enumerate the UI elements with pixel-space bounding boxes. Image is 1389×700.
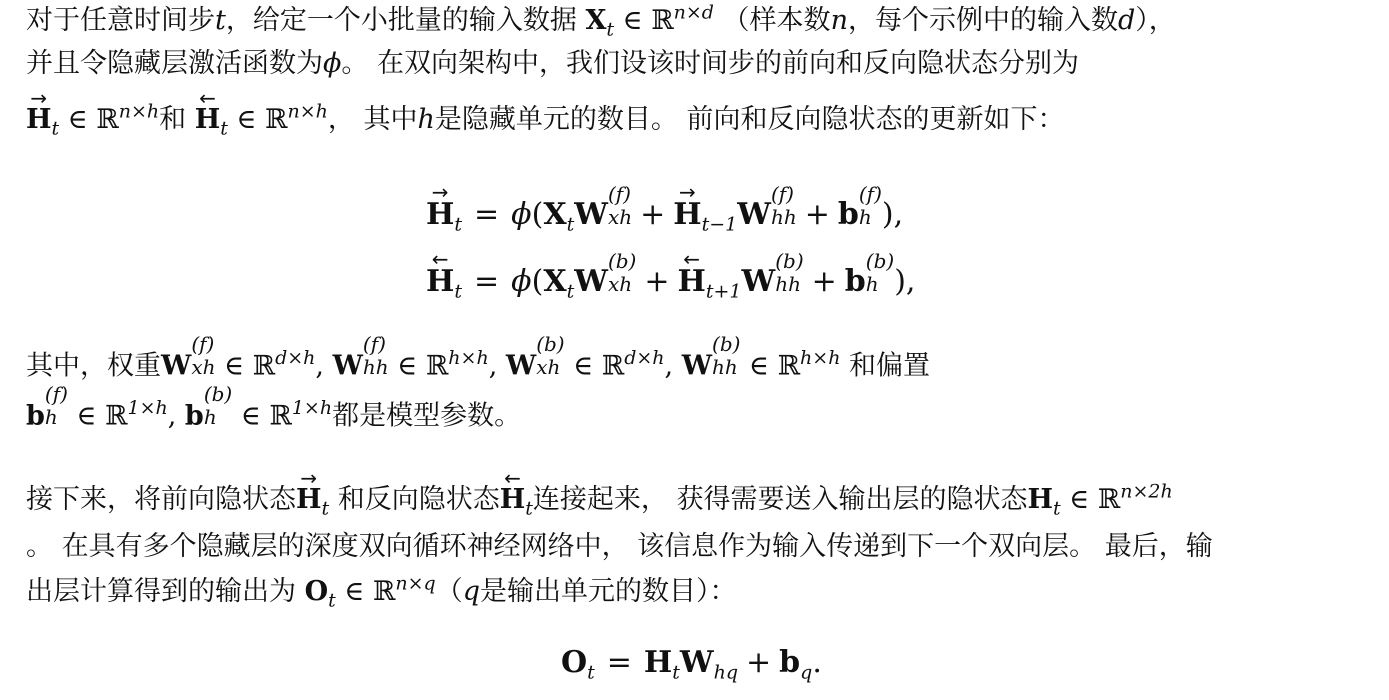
para3-text: （ [435,576,463,607]
para2-text: 都是模型参数。 [332,400,522,432]
para1-text: 是隐藏单元的数目。 前向和反向隐状态的更新如下： [434,104,1065,135]
math-n: n [830,5,848,36]
para3-line1: 接下来，将前向隐状态 → $H_t$ 和反向隐状态 ← $H_t$连接起来， 获得需要送入输出层的隐状态$H_t$ ∈ ℝ$^{n\times 2h}$ [26,466,1173,520]
math-in-R: ∈ ℝ [614,5,674,36]
para3-text: 接下来，将前向隐状态 [26,484,296,515]
para3-line3: 出层计算得到的输出为 $O_t$ ∈ ℝ$^{n\times q}$（q是输出单元的数目）： [26,572,737,612]
math-sup: n×d [673,1,714,24]
equation-forward: → $H_t = \phi(X_tW$ (f) xh + → $H_{t-1}W$ (f) hh + b (f) h ), [426,180,904,236]
para1-line1 [26,1,1176,41]
math-in-R: ∈ ℝ [59,104,119,135]
para1-line3: → $H_t$ ∈ ℝ$^{n\times h}$和 ← $H_t$ ∈ ℝ$^{n\times h}$， 其中h是隐藏单元的数目。 前向和反向隐状态的更新如下： [26,86,1065,140]
para1-text: 和 [159,104,195,135]
equation-output: $O_t = H_tW_{hq} + b_q$. [561,645,822,684]
para3-text: 连接起来， 获得需要送入输出层的隐状态 [532,484,1028,515]
para1-text: ）， [1135,5,1176,36]
para2-text: 和偏置 [840,350,931,382]
para3-text: 和反向隐状态 [329,484,500,515]
para1-text: （样本数 [713,5,831,36]
math-H-backward: ← H [194,86,221,135]
para2-text: 其中，权重 [26,350,161,382]
para1-text: ， 其中 [327,104,418,135]
para1-text: ，给定一个小批量的输入数据 [225,5,586,36]
math-sup: n×h [287,100,328,123]
math-sup: n×h [118,100,160,123]
para3-text: 出层计算得到的输出为 [26,576,305,607]
para1-text: ，每个示例中的输入数 [847,5,1118,36]
para1-text: 并且令隐藏层激活函数为 [26,48,323,79]
math-sub: t [606,18,615,41]
math-phi: ϕ [323,48,342,79]
para3-line2 [26,530,1213,564]
math-H-forward: → H [26,86,52,135]
para1-text: 。 在双向架构中，我们设该时间步的前向和反向隐状态分别为 [341,48,1079,79]
math-in-R: ∈ ℝ [227,104,288,135]
math-t: t [215,5,226,36]
para1-line2 [26,47,1079,81]
math-h: h [417,104,435,135]
math-d: d [1117,5,1136,36]
para3-text: 。 在具有多个隐藏层的深度双向循环神经网络中， 该信息作为输入传递到下一个双向层。 最后，输 [26,531,1213,562]
math-X: X [585,5,607,36]
math-sup: n×2h [1120,480,1173,503]
equation-backward: ← $H_t = \phi(X_tW$ (b) xh + ← $H_{t+1}W$ (b) hh + b (b) h ), [426,247,916,303]
math-sup: n×q [395,572,436,595]
para1-text: 对于任意时间步 [26,5,215,36]
math-q: q [462,576,480,607]
para2-line2: b (f) h ∈ ℝ$^{1\times h}$, b (b) h ∈ ℝ$^{1\times h}$都是模型参数。 [26,382,522,432]
para3-text: 是输出单元的数目）： [479,576,737,607]
para2-line1: 其中，权重W (f) xh ∈ ℝ$^{d\times h}$, W (f) hh ∈ ℝ$^{h\times h}$, W (b) xh ∈ ℝ$^{d\times h}$, W (b) hh ∈ ℝ$^{h\times h}$ 和偏置 [26,332,931,382]
